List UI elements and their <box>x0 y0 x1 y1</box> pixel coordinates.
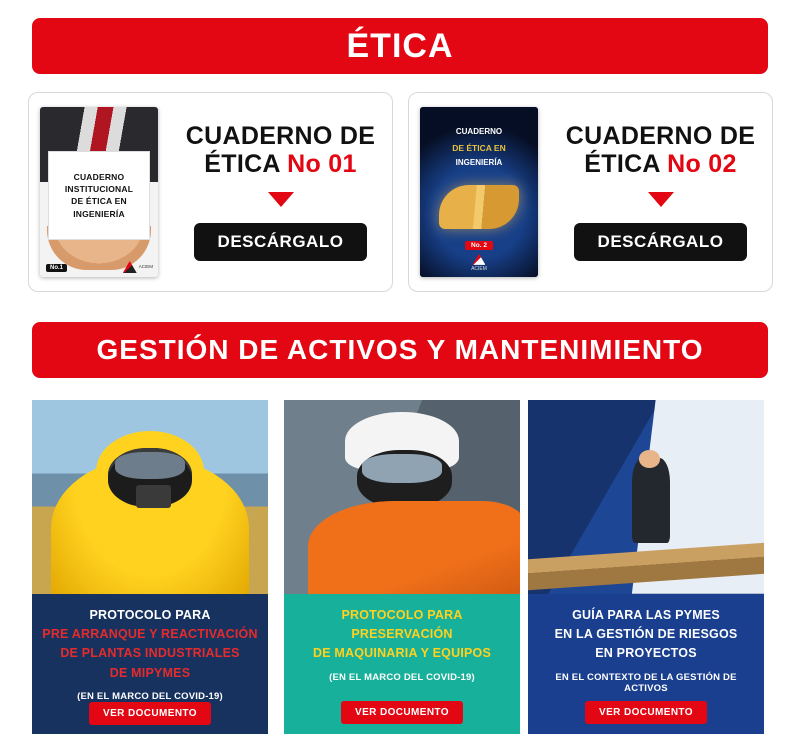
asset-card-2-line1: PROTOCOLO PARA PRESERVACIÓN <box>341 607 463 642</box>
section-banner-assets <box>32 322 768 378</box>
ethics-card-1-title <box>186 122 375 178</box>
businessman-graphic <box>632 458 670 543</box>
businessman-head-graphic <box>639 450 660 467</box>
ethics-card-2-title-line2-wrap <box>566 150 755 178</box>
asset-card-3[interactable] <box>528 400 764 734</box>
arrow-down-icon <box>268 192 294 207</box>
aciem-logo-1 <box>123 261 153 273</box>
asset-card-1-line1: PROTOCOLO PARA <box>89 607 211 622</box>
cover-2-number-badge: No. 2 <box>465 241 493 250</box>
asset-card-2-line2: DE MAQUINARIA Y EQUIPOS <box>312 646 491 661</box>
ethics-card-1-title-line1: CUADERNO DE <box>185 121 376 150</box>
asset-card-2-photo <box>284 400 520 594</box>
download-button-2[interactable]: DESCÁRGALO <box>574 223 748 261</box>
section-banner-ethics-label: ÉTICA <box>346 26 454 65</box>
mask-lens-graphic <box>362 454 442 483</box>
aciem-logo-2-text: ACIEM <box>471 265 487 272</box>
asset-card-3-photo <box>528 400 764 594</box>
ethics-card-1[interactable] <box>28 92 393 292</box>
view-document-button-1[interactable]: VER DOCUMENTO <box>89 702 211 725</box>
asset-card-3-line2: EN LA GESTIÓN DE RIESGOS <box>554 627 738 642</box>
asset-card-3-subtitle: EN EL CONTEXTO DE LA GESTIÓN DE ACTIVOS <box>555 671 737 694</box>
asset-card-3-content <box>528 594 764 734</box>
section-banner-ethics <box>32 18 768 74</box>
ethics-card-1-title-line2: ÉTICA <box>204 149 280 178</box>
asset-card-3-line3: EN PROYECTOS <box>595 646 697 661</box>
ethics-card-2-title-line1: CUADERNO DE <box>565 121 756 150</box>
asset-card-1-line4: DE MIPYMES <box>109 665 191 680</box>
ethics-card-1-title-line2-wrap <box>186 150 375 178</box>
ethics-card-2-title <box>566 122 755 178</box>
view-document-button-3[interactable]: VER DOCUMENTO <box>585 701 707 724</box>
arrow-down-icon <box>648 192 674 207</box>
asset-card-1-photo <box>32 400 268 594</box>
aciem-logo-2 <box>471 254 487 272</box>
mask-filter-graphic <box>136 485 171 508</box>
asset-card-1-line3: DE PLANTAS INDUSTRIALES <box>60 646 240 661</box>
ethics-card-2-number: No 02 <box>667 149 737 178</box>
cover-1-line3: DE ÉTICA EN <box>71 196 127 207</box>
asset-card-2[interactable] <box>284 400 520 734</box>
section-banner-assets-label: GESTIÓN DE ACTIVOS Y MANTENIMIENTO <box>96 334 704 365</box>
asset-card-1[interactable] <box>32 400 268 734</box>
ethics-card-2[interactable] <box>408 92 773 292</box>
ethics-card-2-content <box>549 93 772 291</box>
ethics-cover-2-wrap <box>409 93 549 291</box>
cover-1-line1: CUADERNO <box>73 171 125 182</box>
view-document-button-2[interactable]: VER DOCUMENTO <box>341 701 463 724</box>
cover-2-line1: CUADERNO <box>455 127 503 137</box>
cover-1-line4: INGENIERÍA <box>73 208 125 219</box>
ethics-book-cover-1 <box>40 107 158 277</box>
ethics-card-2-title-line2: ÉTICA <box>584 149 660 178</box>
cover-2-line3: INGENIERÍA <box>455 158 503 167</box>
cover-1-text <box>48 151 149 239</box>
cover-2-line2: DE ÉTICA EN <box>452 142 506 153</box>
mask-lens-graphic <box>115 452 186 479</box>
download-button-1[interactable]: DESCÁRGALO <box>194 223 368 261</box>
handshake-graphic <box>439 185 519 229</box>
asset-card-1-subtitle: (EN EL MARCO DEL COVID-19) <box>77 691 223 703</box>
asset-card-1-content <box>32 594 268 734</box>
ethics-card-1-number: No 01 <box>287 149 357 178</box>
cover-1-number-badge: No.1 <box>46 264 67 272</box>
asset-card-2-content <box>284 594 520 734</box>
asset-card-1-line2: PRE ARRANQUE Y REACTIVACIÓN <box>42 627 258 642</box>
ethics-book-cover-2 <box>420 107 538 277</box>
triangle-logo-icon <box>123 261 137 273</box>
asset-card-3-line1: GUÍA PARA LAS PYMES <box>572 607 720 622</box>
orange-suit-graphic <box>308 501 520 594</box>
cover-1-line2: INSTITUCIONAL <box>64 184 134 195</box>
aciem-logo-1-text: ACIEM <box>138 263 153 269</box>
asset-card-2-subtitle: (EN EL MARCO DEL COVID-19) <box>329 671 475 683</box>
ethics-card-1-content <box>169 93 392 291</box>
triangle-logo-icon <box>473 254 486 265</box>
ethics-cover-1-wrap <box>29 93 169 291</box>
